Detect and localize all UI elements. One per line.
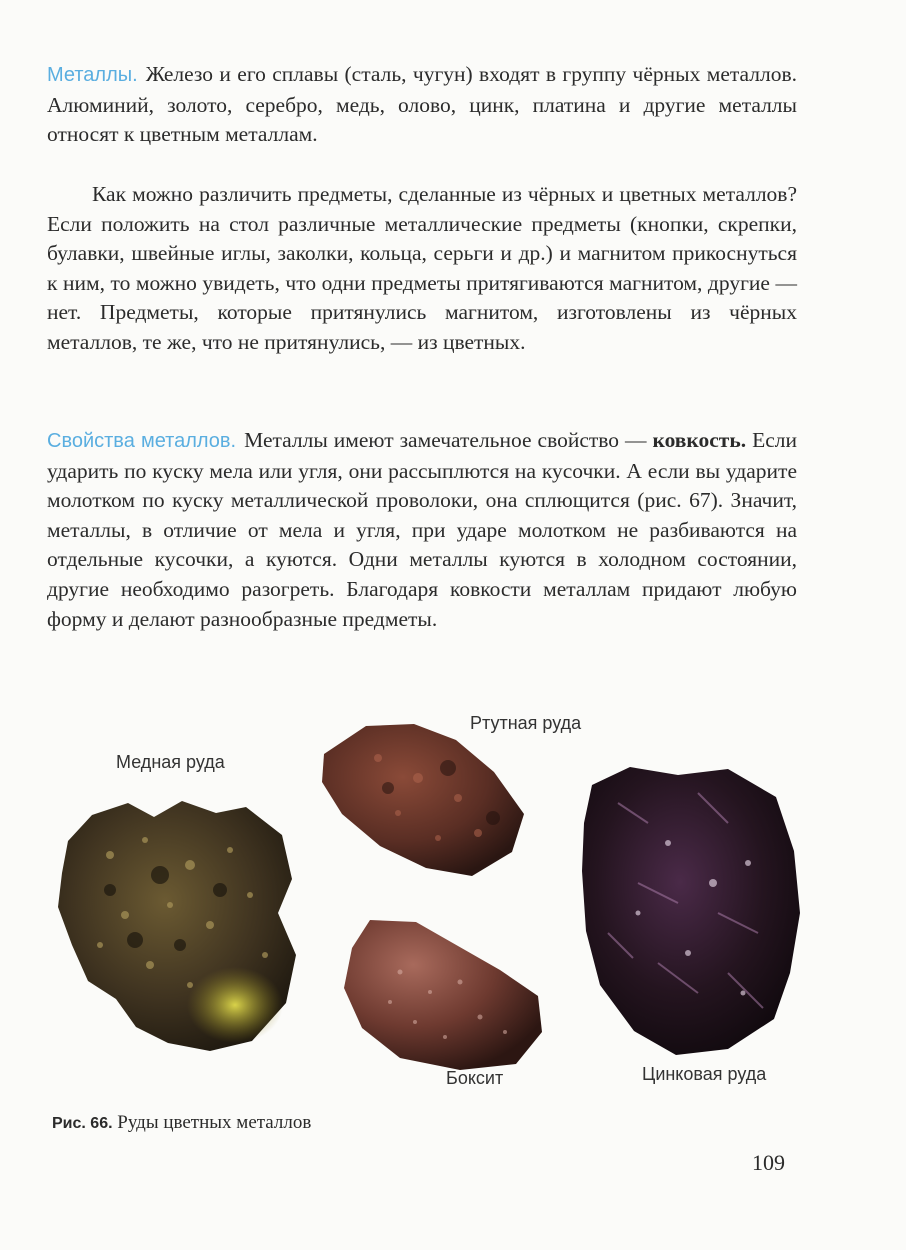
malleability-term: ковкость.: [652, 428, 747, 452]
properties-text-after: Если ударить по куску мела или угля, они рассыплются на кусочки. А если вы ударите молотком по куску металлической проволоки, она сплющится (рис. 67). Значит, металлы, в отличие от мела и угля, при ударе молотком не разбиваются на отдельные кусочки, а куются. Одни металлы куются в холодном состоянии, другие необходимо разогреть. Благодаря ковкости металлам придают любую форму и делают разнообразные предметы.: [47, 428, 797, 631]
mercury-ore-label: Ртутная руда: [470, 713, 582, 733]
metals-paragraph: [47, 60, 797, 150]
bauxite-image: [340, 912, 545, 1072]
figure-caption: [52, 1112, 311, 1134]
copper-ore-label: Медная руда: [116, 752, 225, 772]
zinc-ore-label: Цинковая руда: [642, 1064, 767, 1084]
zinc-ore-image: [578, 763, 803, 1055]
metals-text: Железо и его сплавы (сталь, чугун) входят в группу чёрных металлов. Алюминий, золото, серебро, медь, олово, цинк, платина и другие металлы относят к цветным металлам.: [47, 62, 797, 147]
magnet-paragraph: Как можно различить предметы, сделанные из чёрных и цветных металлов? Если положить на стол различные металлические предметы (кнопки, скрепки, булавки, швейные иглы, заколки, кольца, серьги и др.) и магнитом прикоснуться к ним, то можно увидеть, что одни предметы притягиваются магнитом, другие — нет. Предметы, которые притянулись магнитом, изготовлены из чёрных металлов, те же, что не притянулись, — из цветных.: [47, 182, 797, 354]
figure-caption-text: Руды цветных металлов: [117, 1112, 312, 1133]
page-number: 109: [752, 1150, 785, 1175]
properties-paragraph: [47, 426, 797, 634]
properties-term: Свойства металлов.: [47, 430, 237, 452]
bauxite-label: Боксит: [446, 1068, 504, 1088]
figure-caption-prefix: Рис. 66.: [52, 1115, 113, 1132]
mercury-ore-image: [318, 718, 528, 878]
copper-ore-image: [50, 795, 305, 1055]
properties-text-before: Металлы имеют замечательное свойство —: [244, 428, 653, 452]
metals-term: Металлы.: [47, 64, 138, 86]
